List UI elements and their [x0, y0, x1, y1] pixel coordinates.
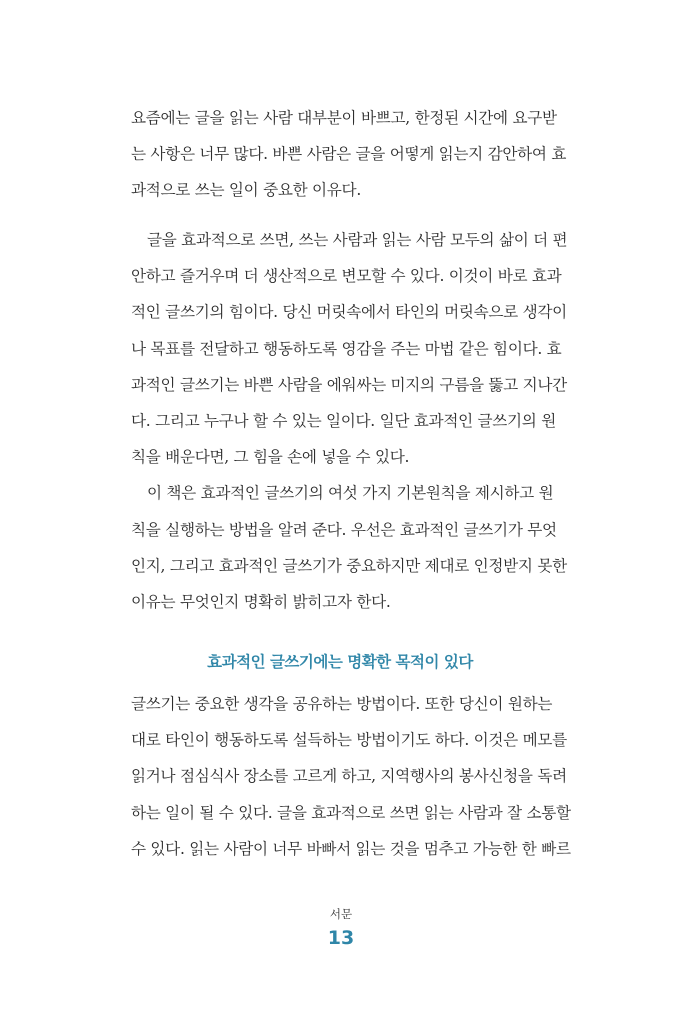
section-heading: 효과적인 글쓰기에는 명확한 목적이 있다 — [207, 653, 473, 671]
running-footer-section: 서문 — [329, 907, 353, 921]
text-line: 나 목표를 전달하고 행동하도록 영감을 주는 마법 같은 힘이다. 효 — [131, 339, 562, 358]
intro-paragraph-1 — [131, 100, 567, 209]
text-line: 인지, 그리고 효과적인 글쓰기가 중요하지만 제대로 인정받지 못한 — [131, 556, 567, 575]
text-line: 칙을 배운다면, 그 힘을 손에 넣을 수 있다. — [131, 448, 410, 467]
text-line: 요즘에는 글을 읽는 사람 대부분이 바쁘고, 한정된 시간에 요구받 — [131, 109, 557, 127]
text-line: 글쓰기는 중요한 생각을 공유하는 방법이다. 또한 당신이 원하는 — [131, 695, 553, 713]
text-line: 는 사항은 너무 많다. 바쁜 사람은 글을 어떻게 읽는지 감안하여 효 — [131, 145, 567, 164]
intro-paragraphs-2-3 — [131, 222, 568, 620]
text-line: 이유는 무엇인지 명확히 밝히고자 한다. — [131, 592, 391, 611]
text-line: 하는 일이 될 수 있다. 글을 효과적으로 쓰면 읽는 사람과 잘 소통할 — [131, 803, 571, 822]
text-line: 수 있다. 읽는 사람이 너무 바빠서 읽는 것을 멈추고 가능한 한 빠르 — [131, 839, 571, 858]
text-line: 안하고 즐거우며 더 생산적으로 변모할 수 있다. 이것이 바로 효과 — [131, 267, 562, 286]
text-line: 다. 그리고 누구나 할 수 있는 일이다. 일단 효과적인 글쓰기의 원 — [131, 411, 556, 430]
section-paragraph — [131, 686, 571, 867]
text-line: 글을 효과적으로 쓰면, 쓰는 사람과 읽는 사람 모두의 삶이 더 편 — [147, 231, 568, 249]
text-line: 이 책은 효과적인 글쓰기의 여섯 가지 기본원칙을 제시하고 원 — [147, 484, 554, 503]
text-line: 적인 글쓰기의 힘이다. 당신 머릿속에서 타인의 머릿속으로 생각이 — [131, 303, 567, 322]
text-line: 읽거나 점심식사 장소를 고르게 하고, 지역행사의 봉사신청을 독려 — [131, 767, 567, 786]
text-line: 대로 타인이 행동하도록 설득하는 방법이기도 하다. 이것은 메모를 — [131, 731, 567, 750]
text-line: 칙을 실행하는 방법을 알려 준다. 우선은 효과적인 글쓰기가 무엇 — [131, 520, 557, 539]
page-number: 13 — [327, 927, 355, 949]
text-line: 과적인 글쓰기는 바쁜 사람을 에워싸는 미지의 구름을 뚫고 지나간 — [131, 375, 567, 394]
text-line: 과적으로 쓰는 일이 중요한 이유다. — [131, 181, 361, 200]
